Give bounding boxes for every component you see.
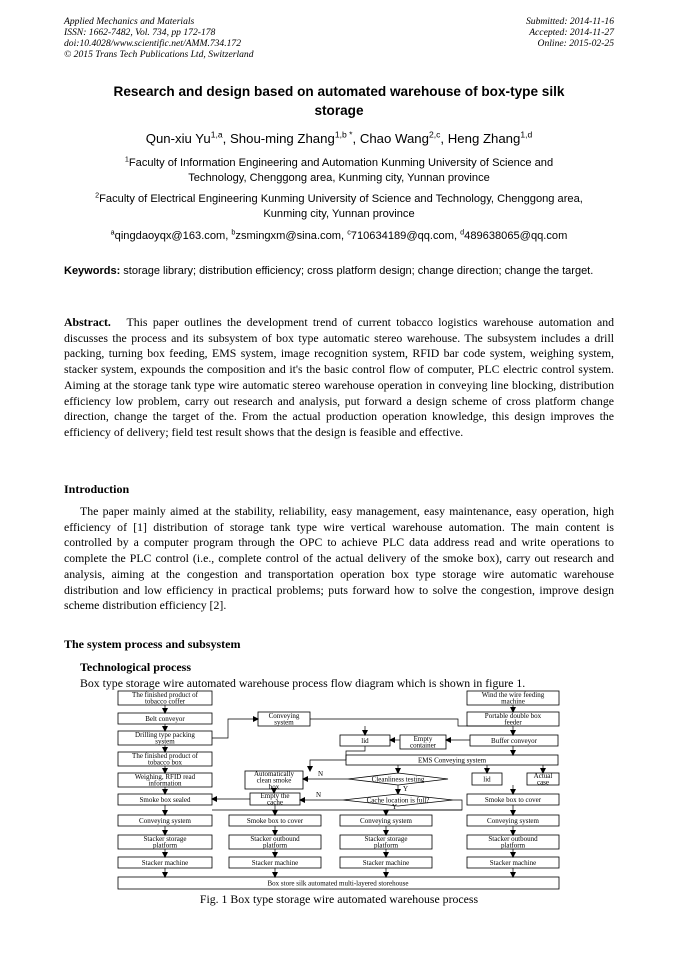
flow-label-storehouse: Box store silk automated multi-layered storehouse [267,879,409,888]
paper-title-line-2: storage [314,103,364,118]
section-heading-system: The system process and subsystem [64,637,241,651]
email-link[interactable]: $^a$qingdaoyqx@163.com [110,227,226,242]
flow-label-portable-feeder: Portable double box feeder [484,712,542,727]
email-link[interactable]: $^b$zsmingxm@sina.com [231,227,342,242]
flow-label-cleanliness: Cleanliness testing [371,775,425,784]
connector [310,760,346,771]
journal-name: Applied Mechanics and Materials [64,16,195,27]
flow-label-drilling: Drilling type packing system [135,731,195,746]
flow-label-empty-cache: Empty the cache [260,792,290,807]
date-online: Online: 2015-02-25 [537,38,614,49]
flow-label-buffer-conveyor: Buffer conveyor [491,736,537,745]
flow-label-cache-location: Cache location is full? [366,796,430,805]
abstract-label: Abstract. [64,315,111,329]
flow-label-conv-col4: Conveying system [487,816,539,825]
author: Shou-ming Zhang$^{1,b *}$, [229,129,360,146]
figure-intro-text: Box type storage wire automated warehouse process flow diagram which is shown in figure 1. [80,676,526,690]
flow-label-stacker-storage-1: Stacker storage platform [143,835,187,850]
flow-label-auto-clean: Automatically clean smoke box [253,769,295,791]
flow-branch-label-y2: Y [392,803,398,811]
flow-label-stacker-machine-1: Stacker machine [141,858,189,867]
date-submitted: Submitted: 2014-11-16 [525,16,614,27]
introduction-paragraph: The paper mainly aimed at the stability, reliability, easy management, easy maintenance, easy operation, high efficiency of [1] distribution of storage tank type wire vertical warehouse automation. The main content is controlled by a computer program through the OPC to achieve PLC data address read and write operations to complete the PLC control (i.e., complete control of the actual delivery of the smoke box), carry out research and analysis, aiming at the congestion and transportation operation box type storage wire automatic warehouse distribution and low efficiency in practical problems; puts forward how to solve the congestion, improve design scheme distribution efficiency [2]. [64,504,614,613]
flow-branch-label-y1: Y [403,785,409,793]
section-heading-introduction: Introduction [64,482,130,496]
date-accepted: Accepted: 2014-11-27 [529,27,614,38]
email-link[interactable]: $^d$489638065@qq.com [460,227,568,242]
abstract-text: This paper outlines the development trend of current tobacco logistics warehouse automation and discusses the process and its subsystem of box type automatic stereo warehouse. The subsystem includes a drill packing, turning box feeding, EMS system, image recognition system, RFID bar code system, weighing system, stacker system, expounds the composition and it's the basic control flow of computer, PLC electric control system. Aiming at the storage tank type wire automatic stereo warehouse operation in conveying line blocking, distribution efficiency low problem, carry out research and analysis, put forward a design scheme of cross platform change direction, change the target of the. From the actual production operation knowledge, this design improves the efficiency of delivery; field test result shows that the design is feasible and effective. [64,315,614,439]
flow-label-lid-center: lid [361,736,369,745]
flow-label-finished-product: The finished product of tobacco coffer [132,691,198,706]
flow-label-belt-conveyor: Belt conveyor [145,714,185,723]
flow-label-lid-right: lid [483,775,491,784]
flow-label-empty-container: Empty container [409,735,437,750]
author: Heng Zhang$^{1,d}$ [447,129,533,146]
author-emails: $^a$qingdaoyqx@163.com, $^b$zsmingxm@sina.com, $^c$710634189@qq.com, $^d$489638065@qq.com [110,227,568,242]
flow-branch-label-n2: N [316,791,322,799]
keywords-label: Keywords: [64,265,121,277]
flow-label-ems-conveying: EMS Conveying system [417,756,487,765]
author: Chao Wang$^{2,c}$, [359,129,448,146]
flow-label-smoke-to-cover-mid: Smoke box to cover [246,816,304,825]
flow-label-stacker-machine-3: Stacker machine [362,858,410,867]
flow-label-conveying-system-top: Conveying system [268,712,300,727]
flow-label-stacker-outbound-2: Stacker outbound platform [250,835,300,850]
journal-doi: doi:10.4028/www.scientific.net/AMM.734.172 [64,38,242,49]
author: Qun-xiu Yu$^{1,a}$, [145,129,230,146]
flow-label-smoke-sealed: Smoke box sealed [139,795,191,804]
affiliation-1: $^1$Faculty of Information Engineering and Automation Kunming University of Science and Technology, Chenggong area, Kunming city, Yunnan province [124,154,554,184]
keywords-text: storage library; distribution efficiency; cross platform design; change direction; change the target. [120,265,594,277]
figure-caption: Fig. 1 Box type storage wire automated warehouse process [199,892,479,906]
paper-title-line-1: Research and design based on automated warehouse of box-type silk [113,84,565,99]
flow-label-stacker-machine-4: Stacker machine [489,858,537,867]
flow-branch-label-n1: N [318,770,324,778]
flow-label-wind-wire: Wind the wire feeding machine [481,691,545,706]
flow-label-stacker-machine-2: Stacker machine [251,858,299,867]
flow-label-weighing: Weighing, RFID read information [134,773,196,788]
flow-label-conv-col1: Conveying system [139,816,191,825]
journal-copyright: © 2015 Trans Tech Publications Ltd, Switzerland [64,49,254,60]
email-link[interactable]: $^c$710634189@qq.com [347,227,454,242]
flow-label-stacker-outbound-4: Stacker outbound platform [488,835,538,850]
journal-issn: ISSN: 1662-7482, Vol. 734, pp 172-178 [64,27,216,38]
connector [212,719,258,738]
flow-label-finished-box: The finished product of tobacco box [132,752,198,767]
flow-label-smoke-to-cover-right: Smoke box to cover [484,795,542,804]
flow-label-stacker-storage-3: Stacker storage platform [364,835,408,850]
subsection-heading-technological: Technological process [80,660,192,674]
flow-label-conv-col3: Conveying system [360,816,412,825]
affiliation-2: $^2$Faculty of Electrical Engineering Kunming University of Science and Technology, Chenggong area, Kunming city, Yunnan province [95,190,583,220]
flow-label-actual-case: Actual case [533,772,553,787]
